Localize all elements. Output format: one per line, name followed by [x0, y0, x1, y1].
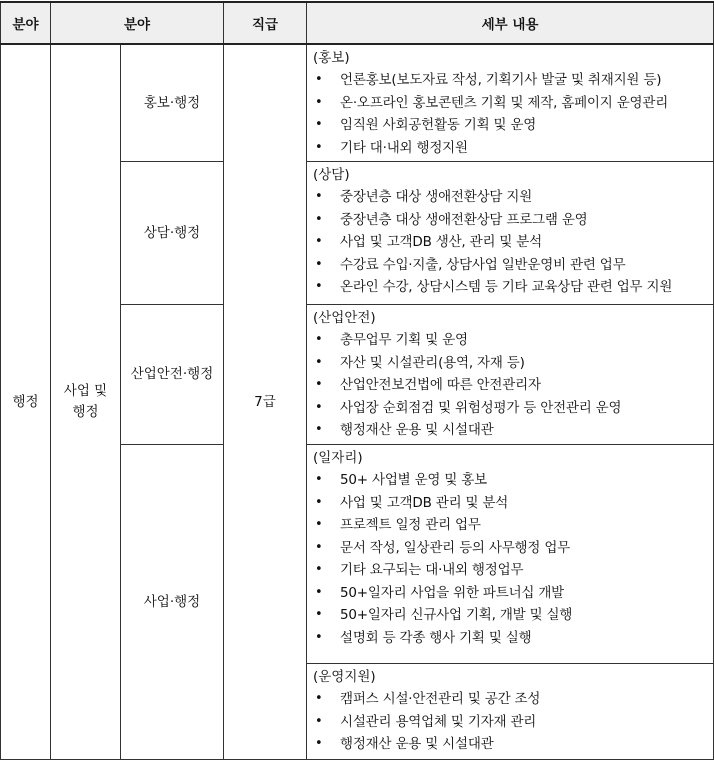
list-item [313, 329, 709, 352]
list-item [313, 69, 709, 92]
subfield-cell [51, 44, 121, 760]
detail-cell [307, 305, 714, 445]
list-item [313, 688, 709, 711]
bullet-icon: • [315, 539, 323, 555]
header-row [1, 2, 714, 44]
bullet-icon: • [315, 211, 323, 227]
bullet-icon: • [315, 399, 323, 415]
detail-list [313, 469, 709, 649]
header-field: 분야 [1, 2, 51, 44]
bullet-icon: • [315, 332, 323, 347]
bullet-icon: • [315, 584, 323, 600]
section-heading: (운영지원) [313, 669, 376, 685]
bullet-icon: • [315, 494, 323, 510]
list-item-text: 기타 대·내외 행정지원 [340, 139, 468, 156]
list-item-text: 자산 및 시설관리(용역, 자재 등) [340, 354, 525, 371]
list-item-text: 사업 및 고객DB 관리 및 분석 [340, 494, 509, 511]
list-item-text: 중장년층 대상 생애전환상담 지원 [340, 189, 533, 205]
detail-list [313, 688, 709, 756]
list-item [313, 711, 709, 734]
role-cell: 사업·행정 [121, 445, 224, 760]
list-item [313, 114, 709, 137]
section-heading: (홍보) [313, 50, 350, 66]
list-item-text: 50+일자리 신규사업 기획, 개발 및 실행 [340, 607, 573, 623]
header-subfield: 분야 [51, 2, 224, 44]
bullet-icon: • [315, 189, 323, 204]
bullet-icon: • [315, 607, 323, 622]
detail-cell [307, 445, 714, 664]
list-item [313, 469, 709, 492]
detail-cell [307, 44, 714, 162]
list-item-text: 프로젝트 일정 관리 업무 [340, 517, 481, 533]
list-item [313, 231, 709, 254]
list-item-text: 50+일자리 사업을 위한 파트너십 개발 [340, 584, 565, 601]
list-item-text: 온라인 수강, 상담시스템 등 기타 교육상담 관련 업무 지원 [340, 279, 673, 295]
bullet-icon: • [315, 117, 323, 132]
list-item-text: 캠퍼스 시설·안전관리 및 공간 조성 [340, 691, 541, 707]
list-item [313, 733, 709, 756]
field-cell: 행정 [1, 44, 51, 760]
detail-list [313, 329, 709, 442]
detail-list [313, 186, 709, 299]
table-row [1, 44, 714, 162]
bullet-icon: • [315, 139, 323, 155]
list-item-text: 설명회 등 각종 행사 기획 및 실행 [340, 629, 532, 646]
list-item-text: 문서 작성, 일상관리 등의 사무행정 업무 [340, 539, 571, 556]
grade-cell: 7급 [224, 44, 307, 760]
list-item-text: 50+ 사업별 운영 및 홍보 [340, 472, 487, 488]
list-item [313, 209, 709, 232]
list-item-text: 행정재산 운용 및 시설대관 [340, 736, 494, 752]
detail-list [313, 69, 709, 159]
job-description-table [0, 1, 714, 760]
list-item-text: 사업장 순회점검 및 위험성평가 등 안전관리 운영 [340, 399, 622, 416]
role-cell: 홍보·행정 [121, 44, 224, 162]
bullet-icon: • [315, 691, 323, 706]
list-item [313, 604, 709, 627]
header-grade: 직급 [224, 2, 307, 44]
list-item [313, 559, 709, 582]
subfield-line-2: 행정 [72, 404, 99, 420]
subfield-line-1: 사업 및 [63, 383, 108, 400]
list-item [313, 137, 709, 160]
list-item-text: 사업 및 고객DB 생산, 관리 및 분석 [340, 234, 542, 250]
section-heading: (일자리) [313, 450, 363, 466]
bullet-icon: • [315, 279, 323, 294]
list-item-text: 수강료 수입·지출, 상담사업 일반운영비 관련 업무 [340, 256, 626, 273]
list-item [313, 254, 709, 277]
list-item-text: 임직원 사회공헌활동 기획 및 운영 [340, 117, 537, 133]
bullet-icon: • [315, 562, 323, 577]
list-item [313, 627, 709, 650]
list-item [313, 492, 709, 515]
bullet-icon: • [315, 517, 323, 532]
list-item-text: 산업안전보건법에 따른 안전관리자 [340, 377, 541, 393]
list-item [313, 514, 709, 537]
bullet-icon: • [315, 377, 323, 392]
bullet-icon: • [315, 629, 323, 645]
list-item [313, 374, 709, 397]
list-item-text: 언론홍보(보도자료 작성, 기획기사 발굴 및 취재지원 등) [340, 72, 662, 88]
bullet-icon: • [315, 234, 323, 249]
detail-cell [307, 162, 714, 305]
list-item [313, 397, 709, 420]
bullet-icon: • [315, 713, 323, 729]
bullet-icon: • [315, 736, 323, 751]
list-item-text: 온·오프라인 홍보콘텐츠 기획 및 제작, 홈페이지 운영관리 [340, 94, 669, 111]
section-heading: (산업안전) [313, 310, 376, 326]
list-item [313, 276, 709, 299]
list-item-text: 중장년층 대상 생애전환상담 프로그램 운영 [340, 211, 588, 228]
list-item [313, 92, 709, 115]
bullet-icon: • [315, 472, 323, 487]
list-item [313, 352, 709, 375]
list-item-text: 행정재산 운용 및 시설대관 [340, 422, 494, 438]
list-item-text: 총무업무 기획 및 운영 [340, 332, 468, 348]
role-cell: 산업안전·행정 [121, 305, 224, 445]
bullet-icon: • [315, 354, 323, 370]
bullet-icon: • [315, 72, 323, 87]
section-heading: (상담) [313, 167, 350, 183]
list-item [313, 186, 709, 209]
list-item [313, 537, 709, 560]
bullet-icon: • [315, 256, 323, 272]
role-cell: 상담·행정 [121, 162, 224, 305]
list-item-text: 기타 요구되는 대·내외 행정업무 [340, 562, 524, 578]
list-item [313, 419, 709, 442]
list-item [313, 582, 709, 605]
detail-cell [307, 664, 714, 760]
header-details: 세부 내용 [307, 2, 714, 44]
bullet-icon: • [315, 94, 323, 110]
bullet-icon: • [315, 422, 323, 437]
list-item-text: 시설관리 용역업체 및 기자재 관리 [340, 713, 537, 730]
